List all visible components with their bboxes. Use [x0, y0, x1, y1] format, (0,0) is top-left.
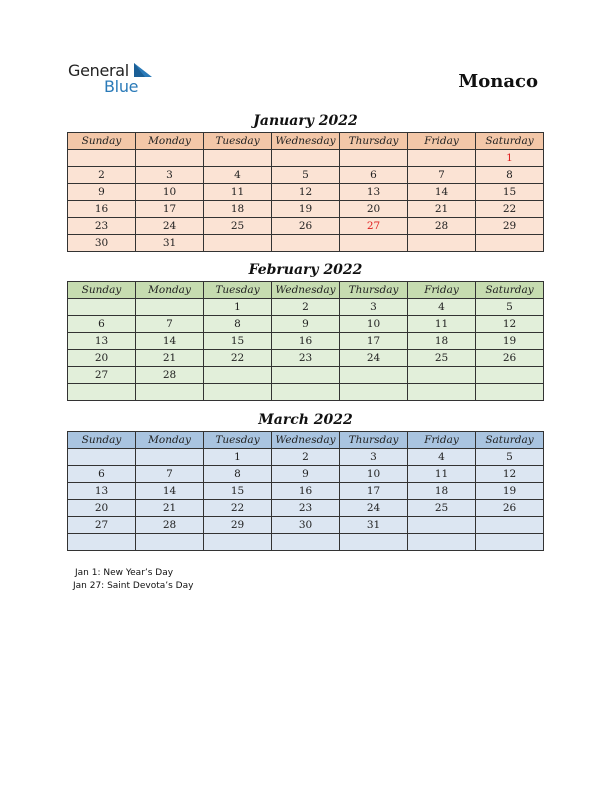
day-cell: 25: [408, 500, 476, 517]
day-cell: 7: [408, 167, 476, 184]
weekday-header: Friday: [408, 133, 476, 150]
day-cell: 14: [408, 184, 476, 201]
day-cell: 26: [272, 218, 340, 235]
empty-day-cell: [272, 367, 340, 384]
day-cell: 1: [204, 299, 272, 316]
weekday-header: Saturday: [476, 133, 544, 150]
day-cell: 29: [204, 517, 272, 534]
weekday-header: Wednesday: [272, 282, 340, 299]
day-cell: 24: [136, 218, 204, 235]
day-cell: 27: [340, 218, 408, 235]
week-row: [68, 517, 544, 534]
week-row: [68, 500, 544, 517]
day-cell: 4: [408, 299, 476, 316]
day-cell: 2: [272, 299, 340, 316]
day-cell: 13: [68, 483, 136, 500]
day-cell: 17: [340, 333, 408, 350]
calendar-table: [67, 281, 544, 401]
day-cell: 28: [136, 517, 204, 534]
day-cell: 4: [408, 449, 476, 466]
weekday-header: Thursday: [340, 282, 408, 299]
day-cell: 23: [272, 350, 340, 367]
weekday-header: Wednesday: [272, 133, 340, 150]
day-cell: 5: [476, 299, 544, 316]
day-cell: 30: [68, 235, 136, 252]
day-cell: 23: [272, 500, 340, 517]
day-cell: 30: [272, 517, 340, 534]
weekday-header: Saturday: [476, 432, 544, 449]
day-cell: 21: [408, 201, 476, 218]
day-cell: 9: [68, 184, 136, 201]
empty-day-cell: [476, 235, 544, 252]
week-row: [68, 333, 544, 350]
day-cell: 12: [476, 316, 544, 333]
weekday-header: Friday: [408, 282, 476, 299]
empty-day-cell: [68, 534, 136, 551]
empty-day-cell: [408, 534, 476, 551]
day-cell: 24: [340, 350, 408, 367]
day-cell: 11: [204, 184, 272, 201]
day-cell: 24: [340, 500, 408, 517]
weekday-header: Tuesday: [204, 282, 272, 299]
day-cell: 6: [68, 316, 136, 333]
empty-day-cell: [408, 235, 476, 252]
empty-day-cell: [476, 517, 544, 534]
empty-day-cell: [340, 384, 408, 401]
month-title: January 2022: [253, 113, 358, 129]
day-cell: 15: [204, 333, 272, 350]
week-row: [68, 534, 544, 551]
weekday-header: Wednesday: [272, 432, 340, 449]
logo-text-general: General: [68, 61, 129, 80]
day-cell: 25: [408, 350, 476, 367]
month-february: [67, 261, 544, 401]
empty-day-cell: [68, 150, 136, 167]
day-cell: 2: [68, 167, 136, 184]
weekday-header: Thursday: [340, 133, 408, 150]
week-row: [68, 367, 544, 384]
day-cell: 5: [272, 167, 340, 184]
day-cell: 5: [476, 449, 544, 466]
weekday-header: Monday: [136, 133, 204, 150]
day-cell: 4: [204, 167, 272, 184]
week-row: [68, 235, 544, 252]
week-row: [68, 201, 544, 218]
day-cell: 21: [136, 350, 204, 367]
week-row: [68, 449, 544, 466]
empty-day-cell: [136, 384, 204, 401]
empty-day-cell: [136, 449, 204, 466]
weekday-header: Sunday: [68, 282, 136, 299]
week-row: [68, 384, 544, 401]
day-cell: 28: [408, 218, 476, 235]
day-cell: 23: [68, 218, 136, 235]
day-cell: 18: [204, 201, 272, 218]
empty-day-cell: [340, 534, 408, 551]
empty-day-cell: [204, 384, 272, 401]
weekday-header: Thursday: [340, 432, 408, 449]
week-row: [68, 350, 544, 367]
logo-triangle-icon: [134, 63, 152, 77]
day-cell: 3: [340, 449, 408, 466]
week-row: [68, 150, 544, 167]
day-cell: 20: [68, 350, 136, 367]
month-january: [67, 112, 544, 252]
week-row: [68, 316, 544, 333]
day-cell: 10: [340, 316, 408, 333]
weekday-header: Sunday: [68, 432, 136, 449]
empty-day-cell: [408, 384, 476, 401]
day-cell: 1: [204, 449, 272, 466]
empty-day-cell: [136, 299, 204, 316]
day-cell: 22: [204, 500, 272, 517]
empty-day-cell: [408, 517, 476, 534]
day-cell: 11: [408, 316, 476, 333]
day-cell: 18: [408, 483, 476, 500]
empty-day-cell: [68, 299, 136, 316]
day-cell: 2: [272, 449, 340, 466]
holiday-note: Jan 1: New Year’s Day: [75, 568, 174, 578]
day-cell: 29: [476, 218, 544, 235]
weekday-header: Tuesday: [204, 133, 272, 150]
day-cell: 27: [68, 367, 136, 384]
day-cell: 7: [136, 466, 204, 483]
empty-day-cell: [68, 384, 136, 401]
day-cell: 10: [340, 466, 408, 483]
day-cell: 19: [476, 483, 544, 500]
day-cell: 20: [68, 500, 136, 517]
day-cell: 22: [476, 201, 544, 218]
day-cell: 31: [340, 517, 408, 534]
month-march: [67, 411, 544, 551]
day-cell: 13: [68, 333, 136, 350]
empty-day-cell: [136, 150, 204, 167]
empty-day-cell: [204, 367, 272, 384]
day-cell: 26: [476, 500, 544, 517]
empty-day-cell: [408, 150, 476, 167]
day-cell: 1: [476, 150, 544, 167]
day-cell: 13: [340, 184, 408, 201]
empty-day-cell: [408, 367, 476, 384]
week-row: [68, 167, 544, 184]
week-row: [68, 218, 544, 235]
month-title: February 2022: [248, 262, 363, 278]
empty-day-cell: [272, 384, 340, 401]
day-cell: 19: [272, 201, 340, 218]
weekday-header: Monday: [136, 282, 204, 299]
day-cell: 17: [136, 201, 204, 218]
week-row: [68, 184, 544, 201]
day-cell: 17: [340, 483, 408, 500]
day-cell: 15: [204, 483, 272, 500]
empty-day-cell: [340, 367, 408, 384]
day-cell: 3: [340, 299, 408, 316]
calendar-table: [67, 132, 544, 252]
weekday-header: Monday: [136, 432, 204, 449]
empty-day-cell: [68, 449, 136, 466]
weekday-header: Friday: [408, 432, 476, 449]
empty-day-cell: [204, 534, 272, 551]
empty-day-cell: [476, 367, 544, 384]
day-cell: 19: [476, 333, 544, 350]
holiday-note: Jan 27: Saint Devota’s Day: [73, 581, 194, 591]
day-cell: 9: [272, 316, 340, 333]
day-cell: 21: [136, 500, 204, 517]
day-cell: 6: [340, 167, 408, 184]
empty-day-cell: [204, 150, 272, 167]
day-cell: 20: [340, 201, 408, 218]
day-cell: 25: [204, 218, 272, 235]
day-cell: 16: [272, 483, 340, 500]
day-cell: 7: [136, 316, 204, 333]
day-cell: 8: [476, 167, 544, 184]
logo-text-blue: Blue: [104, 77, 139, 96]
holiday-notes: [75, 567, 193, 593]
calendar-table: [67, 431, 544, 551]
week-row: [68, 299, 544, 316]
empty-day-cell: [476, 534, 544, 551]
day-cell: 9: [272, 466, 340, 483]
empty-day-cell: [340, 150, 408, 167]
day-cell: 15: [476, 184, 544, 201]
day-cell: 26: [476, 350, 544, 367]
day-cell: 31: [136, 235, 204, 252]
month-title: March 2022: [258, 412, 353, 428]
empty-day-cell: [204, 235, 272, 252]
day-cell: 11: [408, 466, 476, 483]
week-row: [68, 483, 544, 500]
day-cell: 14: [136, 483, 204, 500]
day-cell: 12: [476, 466, 544, 483]
empty-day-cell: [272, 235, 340, 252]
weekday-header: Saturday: [476, 282, 544, 299]
empty-day-cell: [476, 384, 544, 401]
day-cell: 3: [136, 167, 204, 184]
weekday-header: Tuesday: [204, 432, 272, 449]
country-title: Monaco: [458, 71, 538, 92]
empty-day-cell: [340, 235, 408, 252]
day-cell: 16: [68, 201, 136, 218]
day-cell: 18: [408, 333, 476, 350]
day-cell: 8: [204, 316, 272, 333]
day-cell: 14: [136, 333, 204, 350]
weekday-header: Sunday: [68, 133, 136, 150]
empty-day-cell: [272, 150, 340, 167]
day-cell: 27: [68, 517, 136, 534]
day-cell: 12: [272, 184, 340, 201]
empty-day-cell: [136, 534, 204, 551]
day-cell: 6: [68, 466, 136, 483]
week-row: [68, 466, 544, 483]
day-cell: 8: [204, 466, 272, 483]
day-cell: 16: [272, 333, 340, 350]
day-cell: 22: [204, 350, 272, 367]
general-blue-logo: [68, 61, 168, 97]
day-cell: 28: [136, 367, 204, 384]
day-cell: 10: [136, 184, 204, 201]
empty-day-cell: [272, 534, 340, 551]
